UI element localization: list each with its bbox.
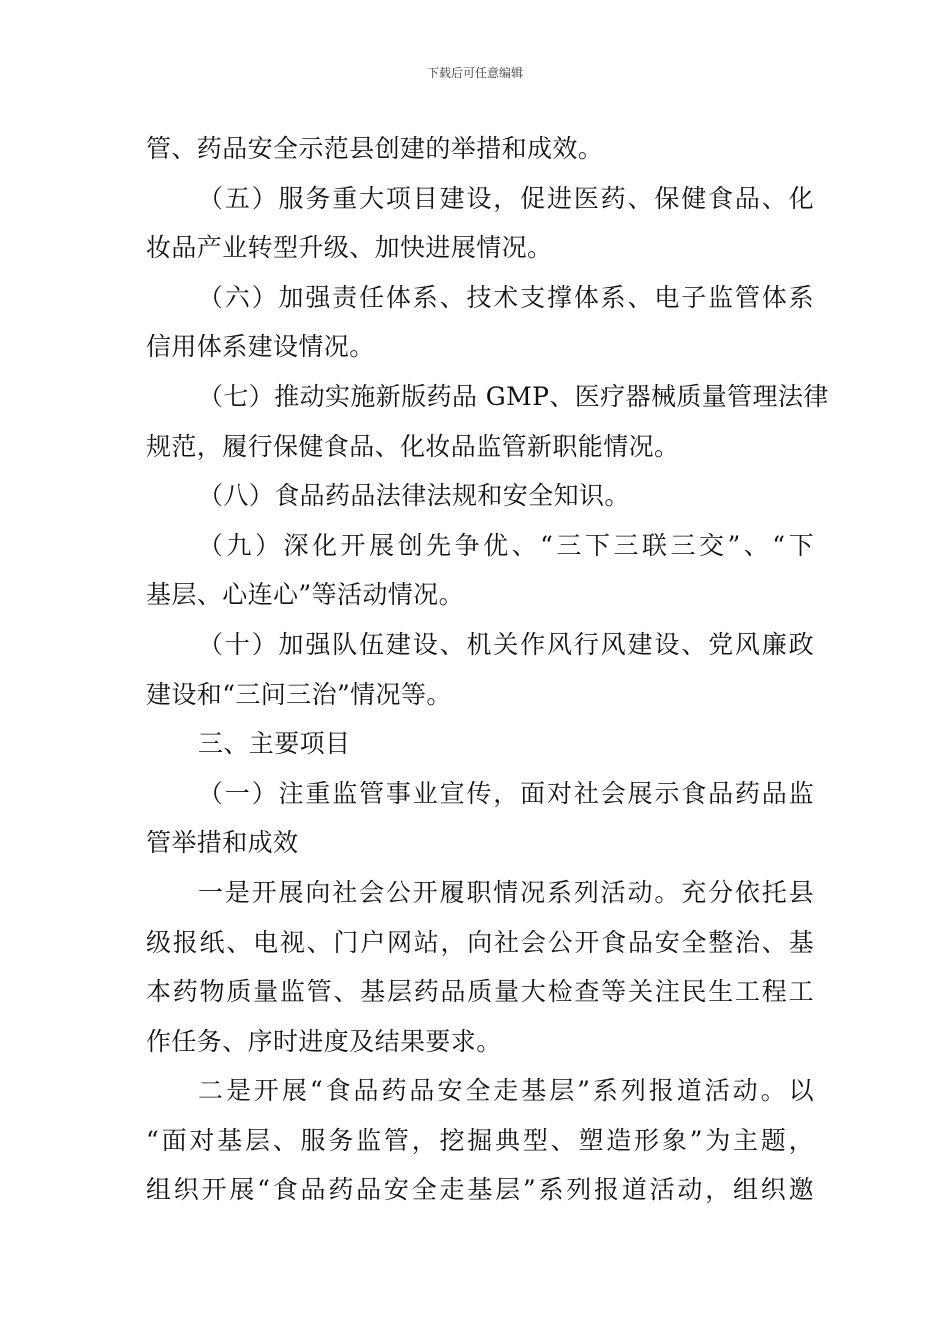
- text-line: 信用体系建设情况。: [146, 332, 375, 362]
- text-line: 规范，履行保健食品、化妆品监管新职能情况。: [146, 431, 680, 461]
- text-line: 二是开展“食品药品安全走基层”系列报道活动。以: [198, 1076, 814, 1106]
- text-line: （七）推动实施新版药品 GMP、医疗器械质量管理法律: [198, 381, 829, 411]
- text-line: 级报纸、电视、门户网站，向社会公开食品安全整治、基: [146, 927, 814, 957]
- text-line: 组织开展“食品药品安全走基层”系列报道活动，组织邀: [146, 1175, 814, 1205]
- text-line: （十）加强队伍建设、机关作风行风建设、党风廉政: [198, 629, 814, 659]
- text-line: （六）加强责任体系、技术支撑体系、电子监管体系: [198, 282, 814, 312]
- paragraph: [146, 372, 829, 471]
- header-note: 下载后可任意编辑: [426, 66, 523, 80]
- body-text: [146, 124, 829, 1215]
- paragraph: [146, 521, 814, 620]
- paragraph: [146, 868, 814, 1066]
- section-heading: [146, 719, 814, 769]
- text-line: 作任务、序时进度及结果要求。: [146, 1026, 502, 1056]
- text-line: （一）注重监管事业宣传，面对社会展示食品药品监: [198, 778, 814, 808]
- text-line: “面对基层、服务监管，挖掘典型、塑造形象”为主题，: [146, 1125, 814, 1155]
- text-line: 一是开展向社会公开履职情况系列活动。充分依托县: [198, 877, 814, 907]
- text-line: 三、主要项目: [198, 729, 351, 759]
- text-line: 基层、心连心”等活动情况。: [146, 580, 464, 610]
- text-line: 妆品产业转型升级、加快进展情况。: [146, 233, 553, 263]
- paragraph: [146, 273, 814, 372]
- paragraph: [146, 124, 814, 174]
- paragraph: [146, 471, 814, 521]
- paragraph: [146, 769, 814, 868]
- text-line: （九）深化开展创先争优、“三下三联三交”、“下: [198, 530, 814, 560]
- text-line: 管、药品安全示范县创建的举措和成效。: [146, 134, 604, 163]
- text-line: （五）服务重大项目建设，促进医药、保健食品、化: [198, 183, 814, 213]
- paragraph: [146, 174, 814, 273]
- text-line: 本药物质量监管、基层药品质量大检查等关注民生工程工: [146, 977, 814, 1007]
- text-line: 管举措和成效: [146, 828, 299, 858]
- paragraph: [146, 1066, 814, 1215]
- text-line: （八）食品药品法律法规和安全知识。: [198, 481, 630, 511]
- text-line: 建设和“三问三治”情况等。: [146, 679, 452, 709]
- paragraph: [146, 620, 814, 719]
